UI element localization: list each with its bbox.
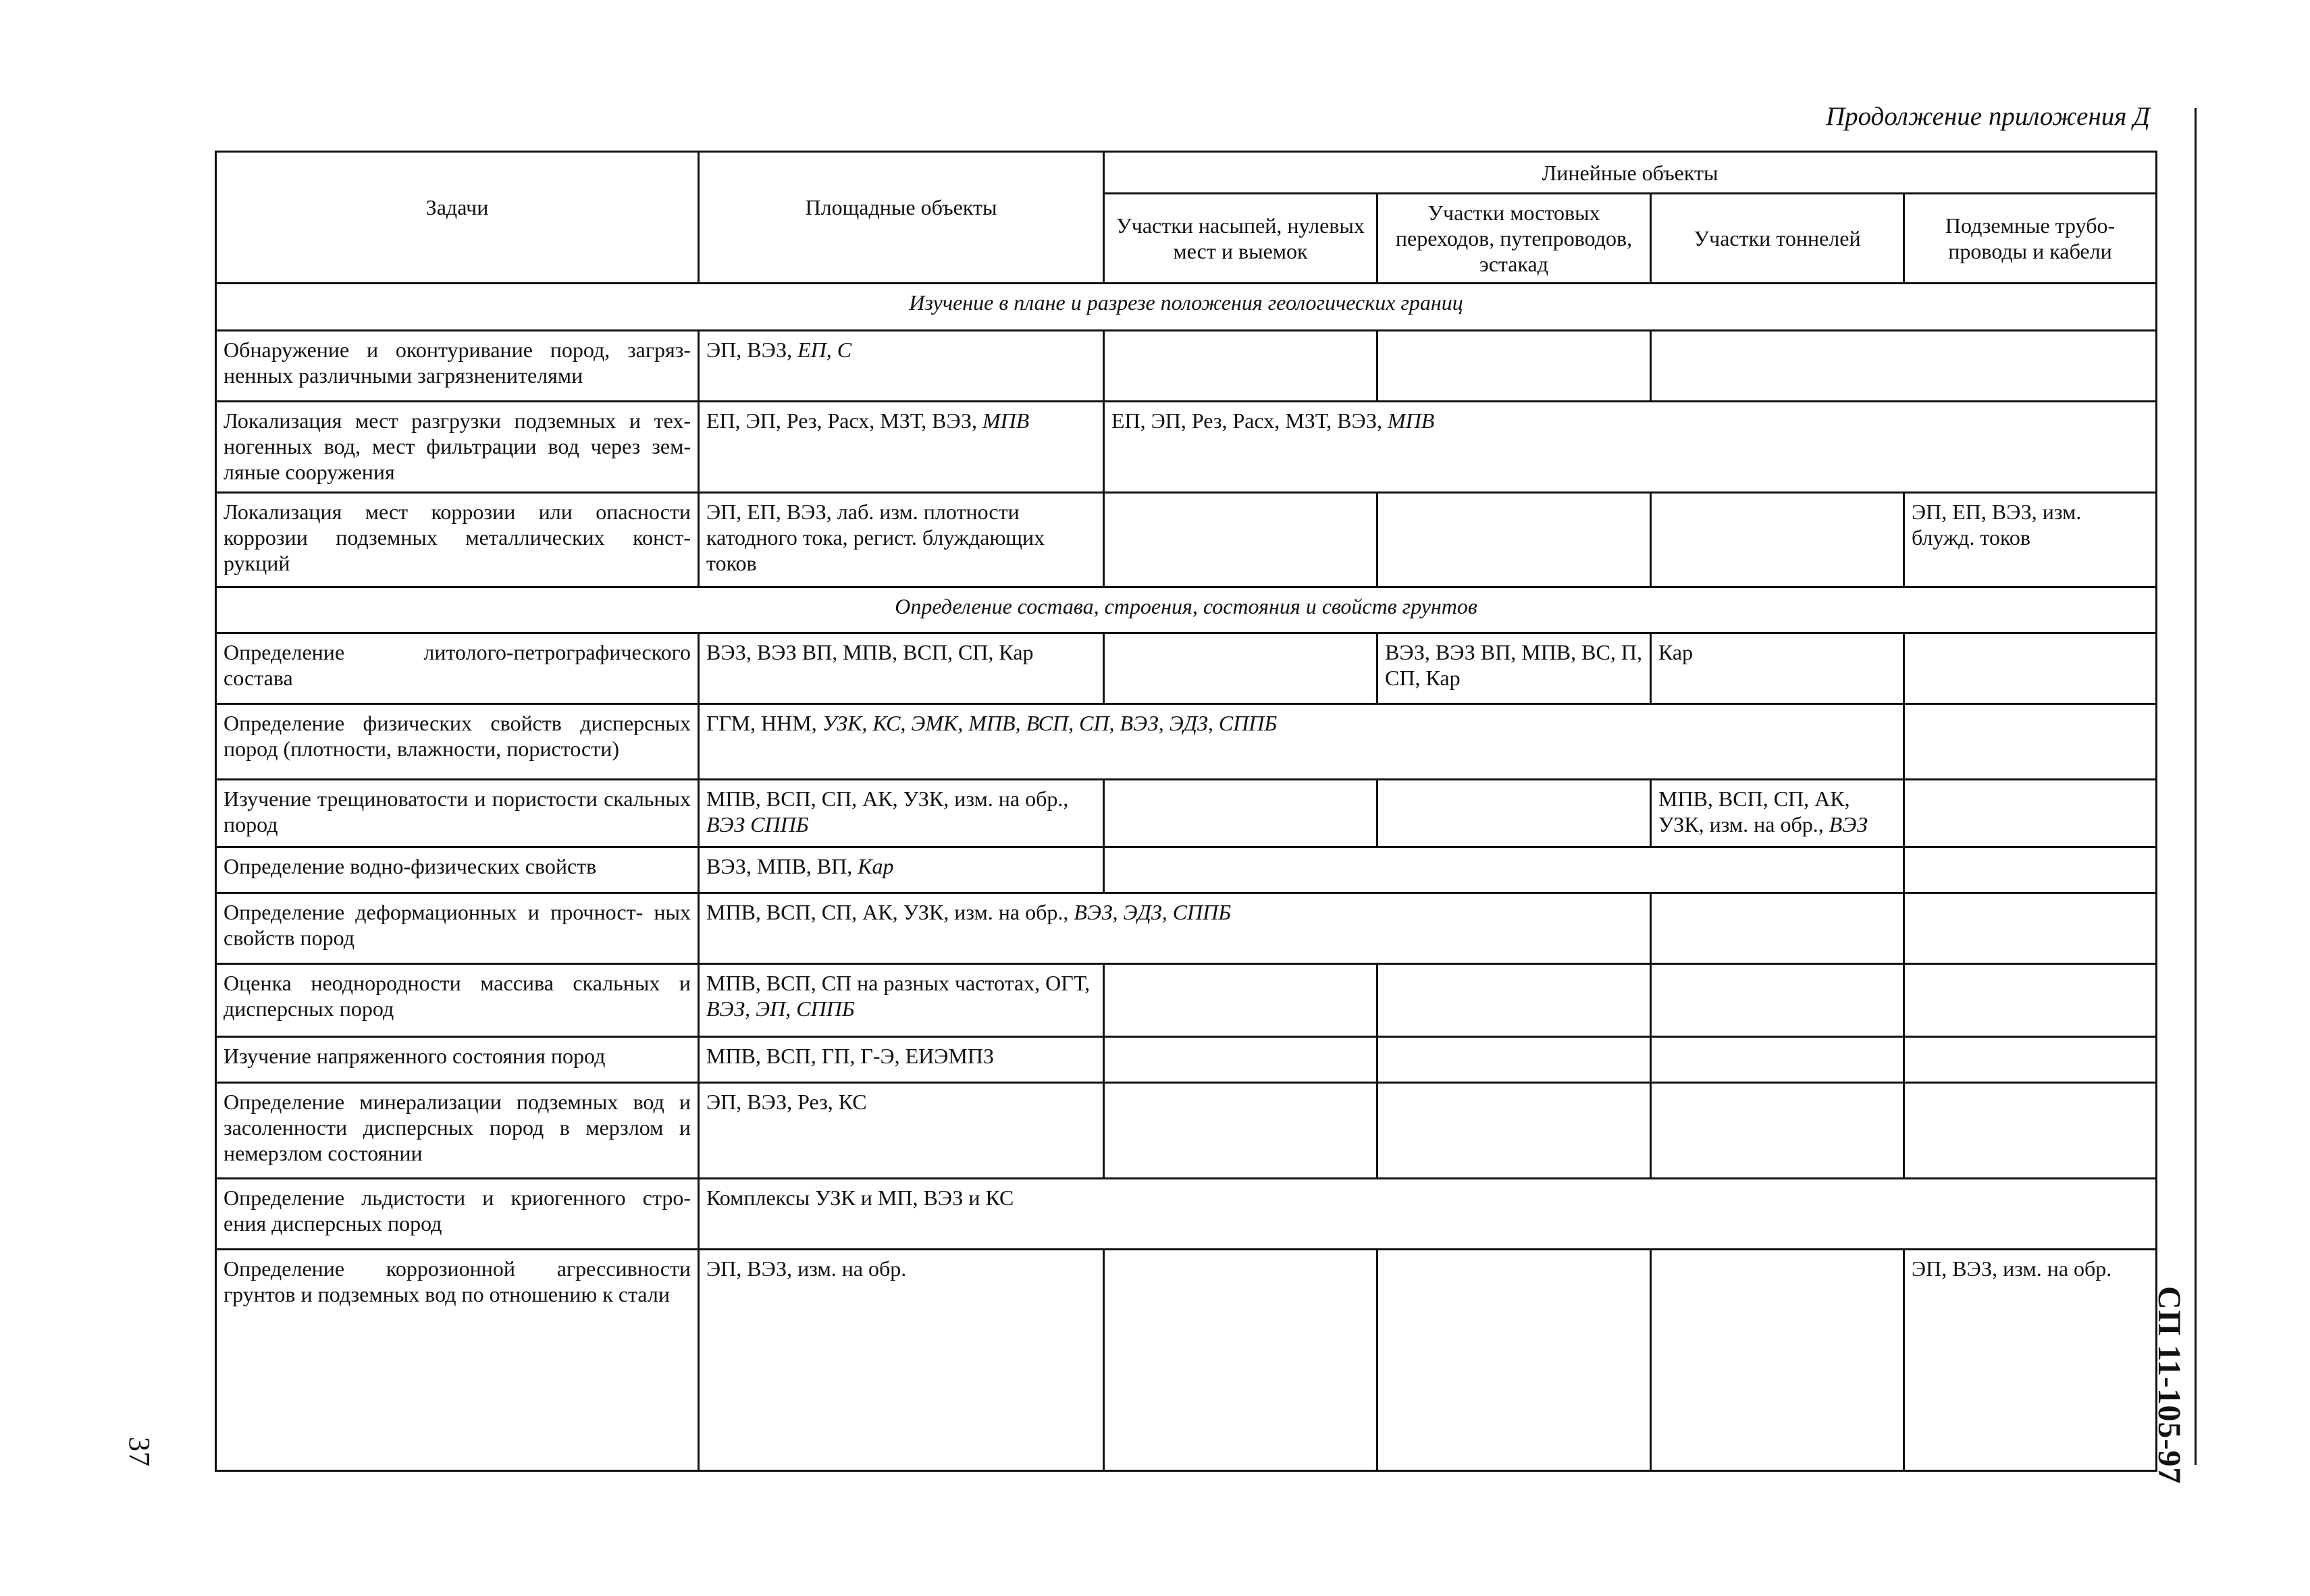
tunnels-methods-cell: Кар (1651, 633, 1904, 704)
empty-cell (1651, 493, 1904, 587)
pipelines-methods-cell: ЭП, ЕП, ВЭЗ, изм. блужд. токов (1904, 493, 2157, 587)
document-code: СП 11-105-97 (2151, 1286, 2187, 1485)
area-methods-cell: ЭП, ВЭЗ, ЕП, С (699, 331, 1104, 402)
empty-cell (1377, 331, 1651, 402)
page-number: 37 (123, 1437, 156, 1466)
empty-cell (1104, 633, 1377, 704)
area-methods-cell: ВЭЗ, МПВ, ВП, Кар (699, 847, 1104, 893)
task-cell: Определение физических свойств дисперсных пород (плотности, влажности, пористости) (216, 704, 699, 780)
empty-cell (1104, 1083, 1377, 1179)
area-methods-cell: МПВ, ВСП, СП, АК, УЗК, изм. на обр., ВЭЗ СППБ (699, 780, 1104, 847)
empty-cell (1104, 964, 1377, 1037)
task-cell: Определение минерализации подземных вод и засоленности дисперсных пород в мерзлом и немерзлом состоянии (216, 1083, 699, 1179)
empty-cell (1651, 1083, 1904, 1179)
empty-cell (1651, 1250, 1904, 1471)
area-methods-cell: МПВ, ВСП, ГП, Г-Э, ЕИЭМПЗ (699, 1037, 1104, 1083)
task-cell: Определение льдистости и криогенного стро- ения дисперсных пород (216, 1179, 699, 1250)
task-cell: Изучение трещиноватости и пористости скальных пород (216, 780, 699, 847)
methods-table (215, 151, 2157, 1472)
table-row (216, 964, 2157, 1037)
table-row (216, 893, 2157, 964)
area-methods-cell: МПВ, ВСП, СП, АК, УЗК, изм. на обр., ВЭЗ, ЭДЗ, СППБ (699, 893, 1651, 964)
empty-cell (1377, 493, 1651, 587)
empty-cell (1904, 847, 2157, 893)
area-methods-cell: ЭП, ВЭЗ, Рез, КС (699, 1083, 1104, 1179)
empty-cell (1377, 1037, 1651, 1083)
task-cell: Локализация мест разгрузки подземных и тех- ногенных вод, мест фильтрации вод через зем- ляные сооружения (216, 402, 699, 493)
table-row (216, 402, 2157, 493)
pipelines-methods-cell: ЭП, ВЭЗ, изм. на обр. (1904, 1250, 2157, 1471)
empty-cell (1104, 1250, 1377, 1471)
empty-cell (1377, 1083, 1651, 1179)
table-row (216, 847, 2157, 893)
area-methods-cell: ГГМ, ННМ, УЗК, КС, ЭМК, МПВ, ВСП, СП, ВЭЗ, ЭДЗ, СППБ (699, 704, 1904, 780)
section-title-geological-boundaries: Изучение в плане и разрезе положения геологических границ (216, 284, 2157, 331)
empty-cell (1104, 1037, 1377, 1083)
empty-cell (1904, 1037, 2157, 1083)
empty-cell (1904, 1083, 2157, 1179)
empty-cell (1904, 704, 2157, 780)
section-row (216, 587, 2157, 633)
header-bridges: Участки мостовых переходов, путепроводов, эстакад (1377, 194, 1651, 284)
table-row (216, 1083, 2157, 1179)
table-row (216, 780, 2157, 847)
header-row-1 (216, 152, 2157, 194)
task-cell: Определение коррозионной агрессивности грунтов и подземных вод по отношению к стали (216, 1250, 699, 1471)
table-row (216, 1179, 2157, 1250)
task-cell: Изучение напряженного состояния пород (216, 1037, 699, 1083)
area-methods-cell: Комплексы УЗК и МП, ВЭЗ и КС (699, 1179, 2157, 1250)
table-row (216, 633, 2157, 704)
table-row (216, 493, 2157, 587)
area-methods-cell: МПВ, ВСП, СП на разных частотах, ОГТ, ВЭЗ, ЭП, СППБ (699, 964, 1104, 1037)
empty-cell (1651, 893, 1904, 964)
header-linear-objects: Линейные объекты (1104, 152, 2157, 194)
task-cell: Определение деформационных и прочност- ных свойств пород (216, 893, 699, 964)
linear-methods-cell: ЕП, ЭП, Рез, Расх, МЗТ, ВЭЗ, МПВ (1104, 402, 2157, 493)
empty-cell (1651, 1037, 1904, 1083)
table-row (216, 1037, 2157, 1083)
empty-cell (1651, 331, 2157, 402)
header-tunnels: Участки тоннелей (1651, 194, 1904, 284)
area-methods-cell: ЭП, ВЭЗ, изм. на обр. (699, 1250, 1104, 1471)
table-row (216, 704, 2157, 780)
appendix-caption: Продолжение приложения Д (1825, 102, 2150, 131)
empty-cell (1104, 780, 1377, 847)
empty-cell (1104, 331, 1377, 402)
header-tasks: Задачи (216, 152, 699, 284)
empty-cell (1377, 780, 1651, 847)
area-methods-cell: ЭП, ЕП, ВЭЗ, лаб. изм. плотности катодного тока, регист. блуждающих токов (699, 493, 1104, 587)
section-row (216, 284, 2157, 331)
empty-cell (1904, 893, 2157, 964)
empty-cell (1104, 847, 1904, 893)
empty-cell (1377, 1250, 1651, 1471)
header-embankments: Участки насыпей, нулевых мест и выемок (1104, 194, 1377, 284)
table-row (216, 331, 2157, 402)
empty-cell (1904, 964, 2157, 1037)
area-methods-cell: ЕП, ЭП, Рез, Расх, МЗТ, ВЭЗ, МПВ (699, 402, 1104, 493)
empty-cell (1904, 780, 2157, 847)
area-methods-cell: ВЭЗ, ВЭЗ ВП, МПВ, ВСП, СП, Кар (699, 633, 1104, 704)
header-area-objects: Площадные объекты (699, 152, 1104, 284)
empty-cell (1377, 964, 1651, 1037)
tunnels-methods-cell: МПВ, ВСП, СП, АК, УЗК, изм. на обр., ВЭЗ (1651, 780, 1904, 847)
empty-cell (1651, 964, 1904, 1037)
task-cell: Локализация мест коррозии или опасности коррозии подземных металлических конст- рукций (216, 493, 699, 587)
task-cell: Обнаружение и оконтуривание пород, загряз- ненных различными загрязненителями (216, 331, 699, 402)
task-cell: Оценка неоднородности массива скальных и дисперсных пород (216, 964, 699, 1037)
section-title-soil-properties: Определение состава, строения, состояния и свойств грунтов (216, 587, 2157, 633)
right-margin-line (2195, 108, 2197, 1465)
task-cell: Определение литолого-петрографического состава (216, 633, 699, 704)
empty-cell (1904, 633, 2157, 704)
bridges-methods-cell: ВЭЗ, ВЭЗ ВП, МПВ, ВС, П, СП, Кар (1377, 633, 1651, 704)
empty-cell (1104, 493, 1377, 587)
table-row (216, 1250, 2157, 1471)
task-cell: Определение водно-физических свойств (216, 847, 699, 893)
header-pipelines: Подземные трубо- проводы и кабели (1904, 194, 2157, 284)
